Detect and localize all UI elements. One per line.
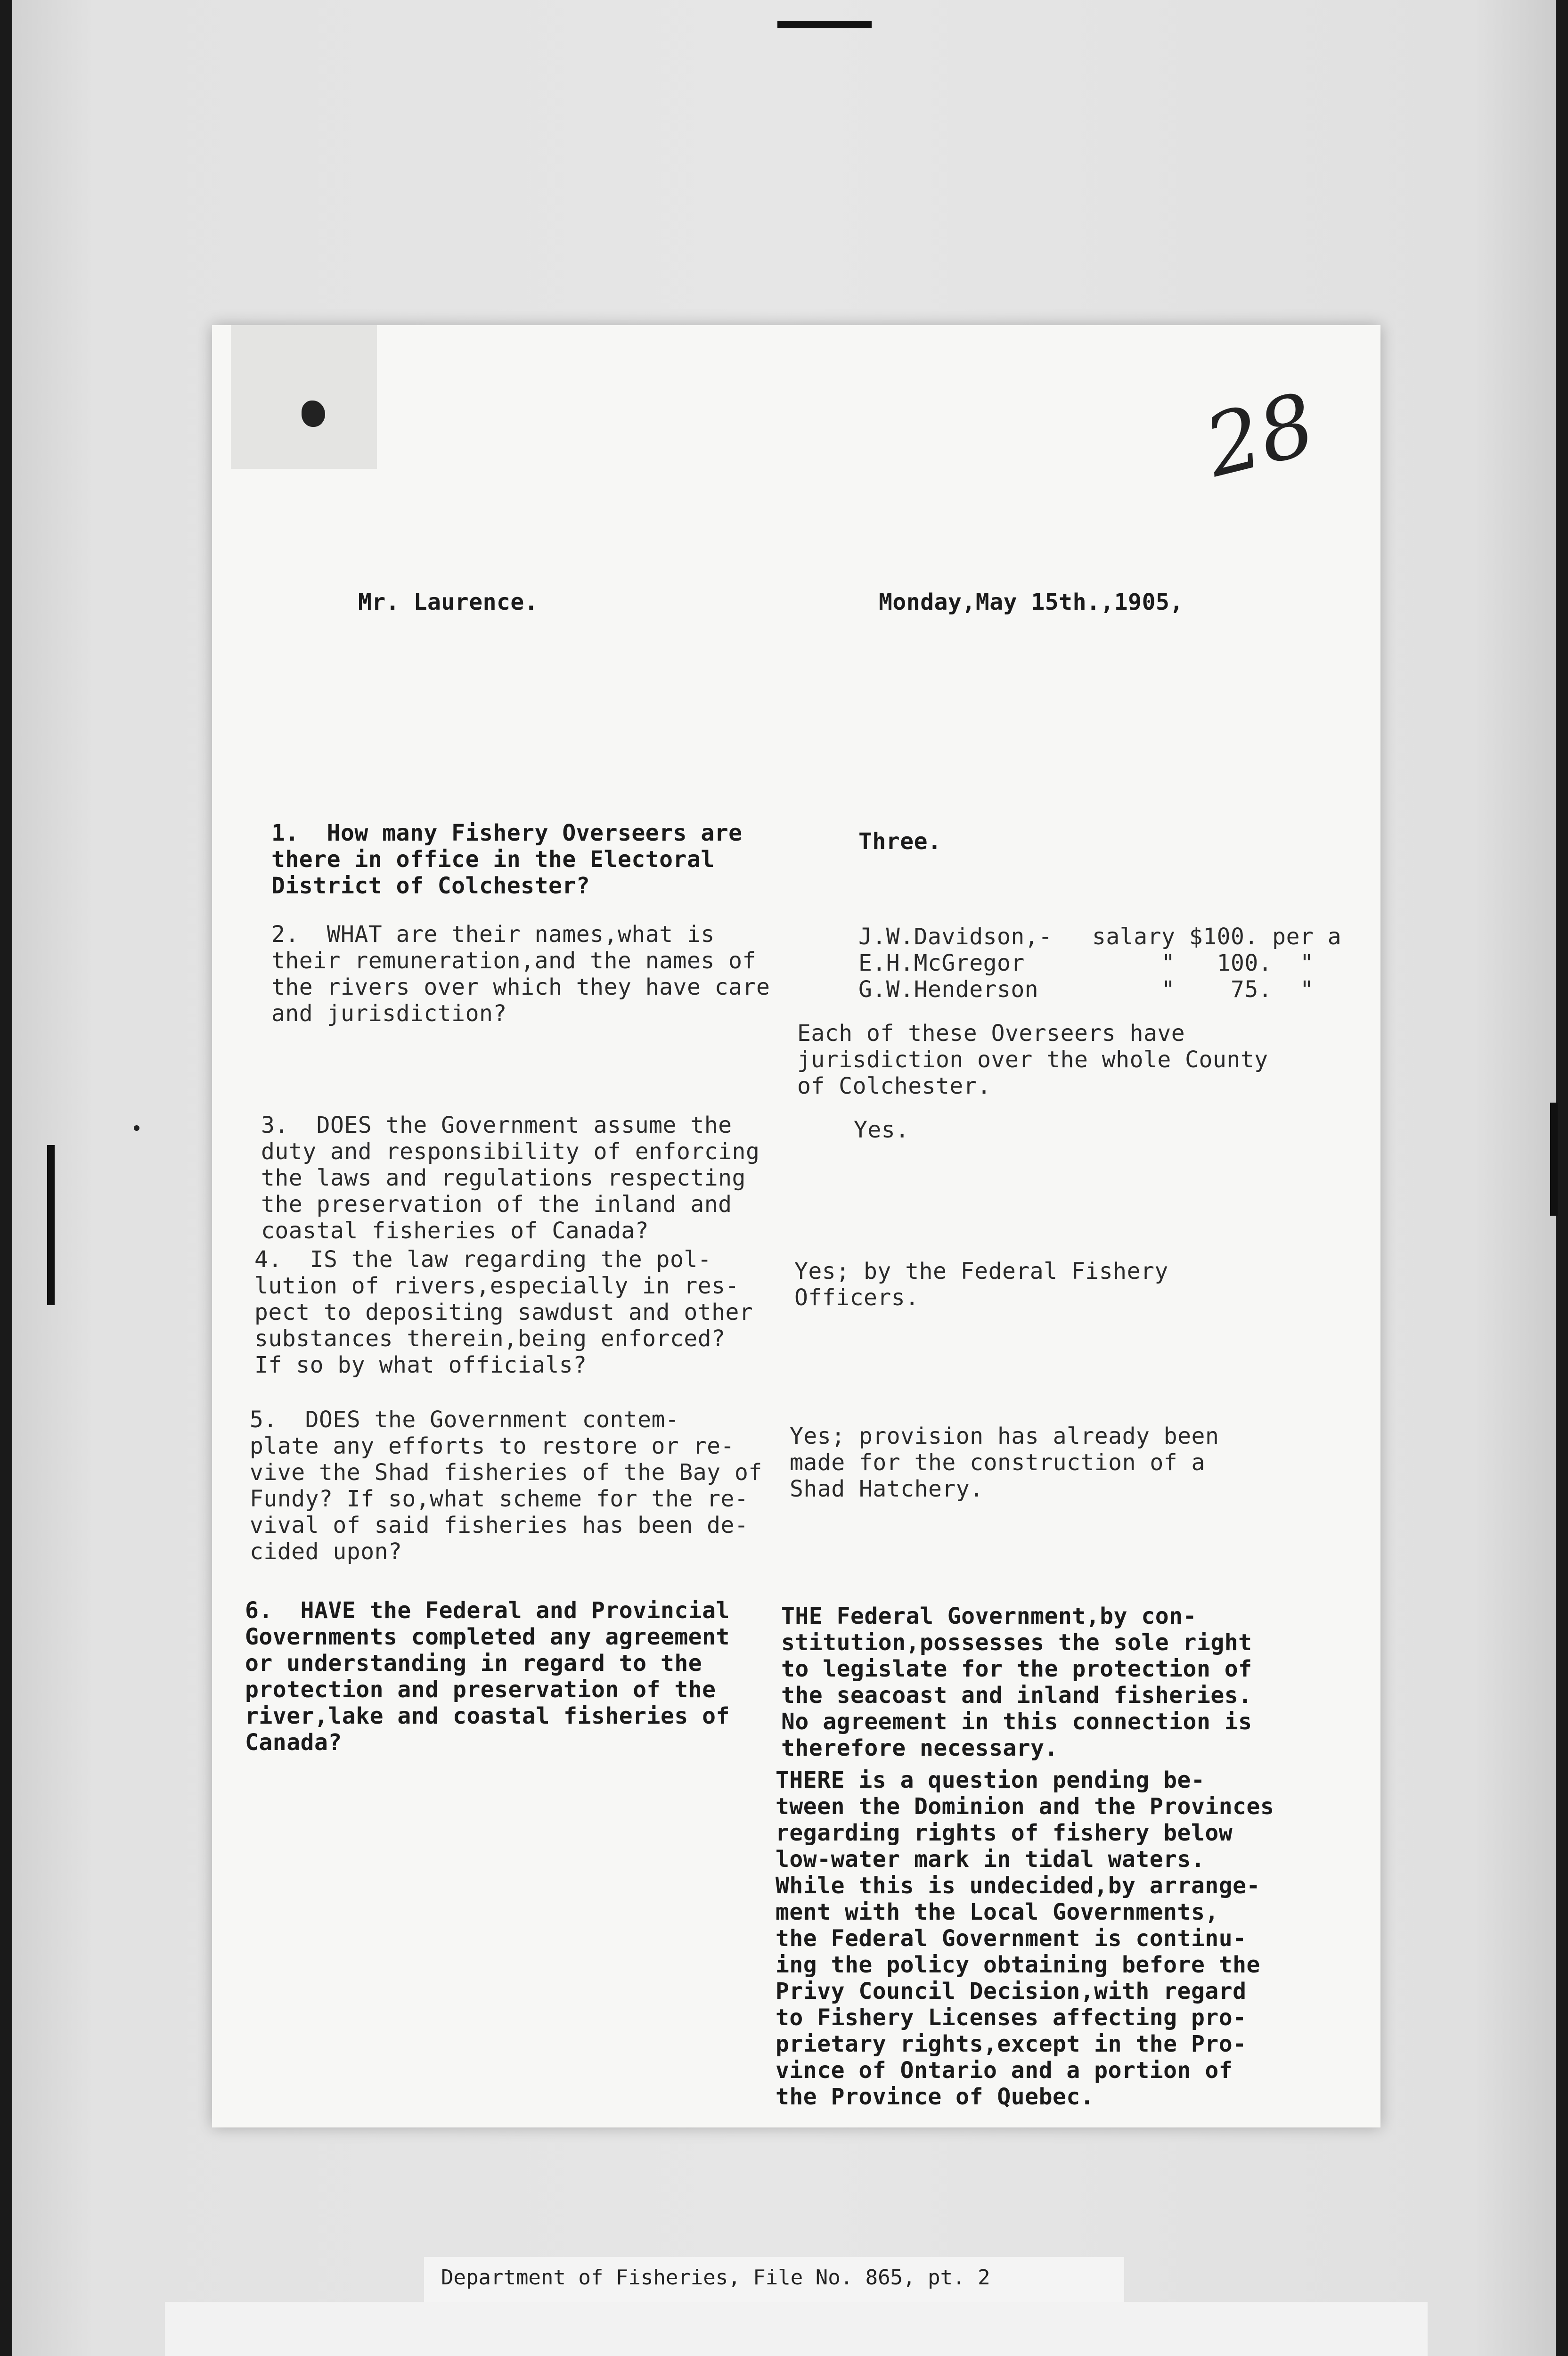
question-6: 6. HAVE the Federal and Provincial Governments completed any agreement or understanding in regard to the protection and preservation of the river,lake and coastal fisheries of Canada? — [245, 1597, 730, 1756]
question-2: 2. WHAT are their names,what is their remuneration,and the names of the rivers over which they have care and jurisdiction? — [271, 921, 770, 1027]
corner-tab — [231, 325, 377, 469]
handwritten-page-number: 28 — [1196, 375, 1324, 497]
film-dot-mark — [134, 1125, 139, 1131]
answer-5: Yes; provision has already been made for the construction of a Shad Hatchery. — [790, 1423, 1219, 1502]
addressee: Mr. Laurence. — [358, 589, 539, 615]
question-5: 5. DOES the Government contem- plate any efforts to restore or re- vive the Shad fisheries of the Bay of Fundy? If so,what scheme for the re- vival of said fisheries has been de- cided upon? — [250, 1407, 762, 1565]
answer-2-names: J.W.Davidson,- E.H.McGregor G.W.Henderson — [858, 924, 1053, 1003]
file-reference-label — [424, 2257, 1124, 2302]
answer-1: Three. — [858, 828, 942, 855]
question-3: 3. DOES the Government assume the duty and responsibility of enforcing the laws and regulations respecting the preservation of the inland and coastal fisheries of Canada? — [261, 1112, 760, 1244]
answer-2-salaries: salary $100. per a " 100. " " 75. " — [1092, 924, 1342, 1003]
answer-3: Yes. — [854, 1117, 909, 1143]
film-edge-left — [0, 0, 12, 2356]
document-date: Monday,May 15th.,1905, — [879, 589, 1184, 615]
file-reference: Department of Fisheries, File No. 865, pt. 2 — [441, 2266, 990, 2290]
archive-card — [165, 2302, 1428, 2356]
film-side-mark-right — [1550, 1103, 1558, 1216]
answer-6-paragraph-2: THERE is a question pending be- tween the Dominion and the Provinces regarding rights of fishery below low-water mark in tidal waters. While this is undecided,by arrange- ment with the Local Governments, the Federal Government is continu- ing the policy obtaining before the Privy Council Decision,with regard to Fishery Licenses affecting pro- prietary rights,except in the Pro- vince of Ontario and a portion of the Province of Quebec. — [776, 1767, 1274, 2110]
answer-2-note: Each of these Overseers have jurisdiction over the whole County of Colchester. — [797, 1020, 1268, 1099]
answer-4: Yes; by the Federal Fishery Officers. — [794, 1258, 1168, 1311]
question-4: 4. IS the law regarding the pol- lution of rivers,especially in res- pect to depositing sawdust and other substances therein,being enforced? If so by what officials? — [254, 1246, 753, 1378]
answer-6-paragraph-1: THE Federal Government,by con- stitution,possesses the sole right to legislate for the protection of the seacoast and inland fisheries. No agreement in this connection is therefore necessary. — [781, 1603, 1252, 1761]
question-1: 1. How many Fishery Overseers are there in office in the Electoral District of Colchester? — [271, 820, 743, 899]
film-top-mark — [777, 21, 872, 28]
film-side-mark-left — [47, 1145, 55, 1305]
ink-spot — [302, 401, 325, 427]
document-page — [212, 325, 1380, 2127]
